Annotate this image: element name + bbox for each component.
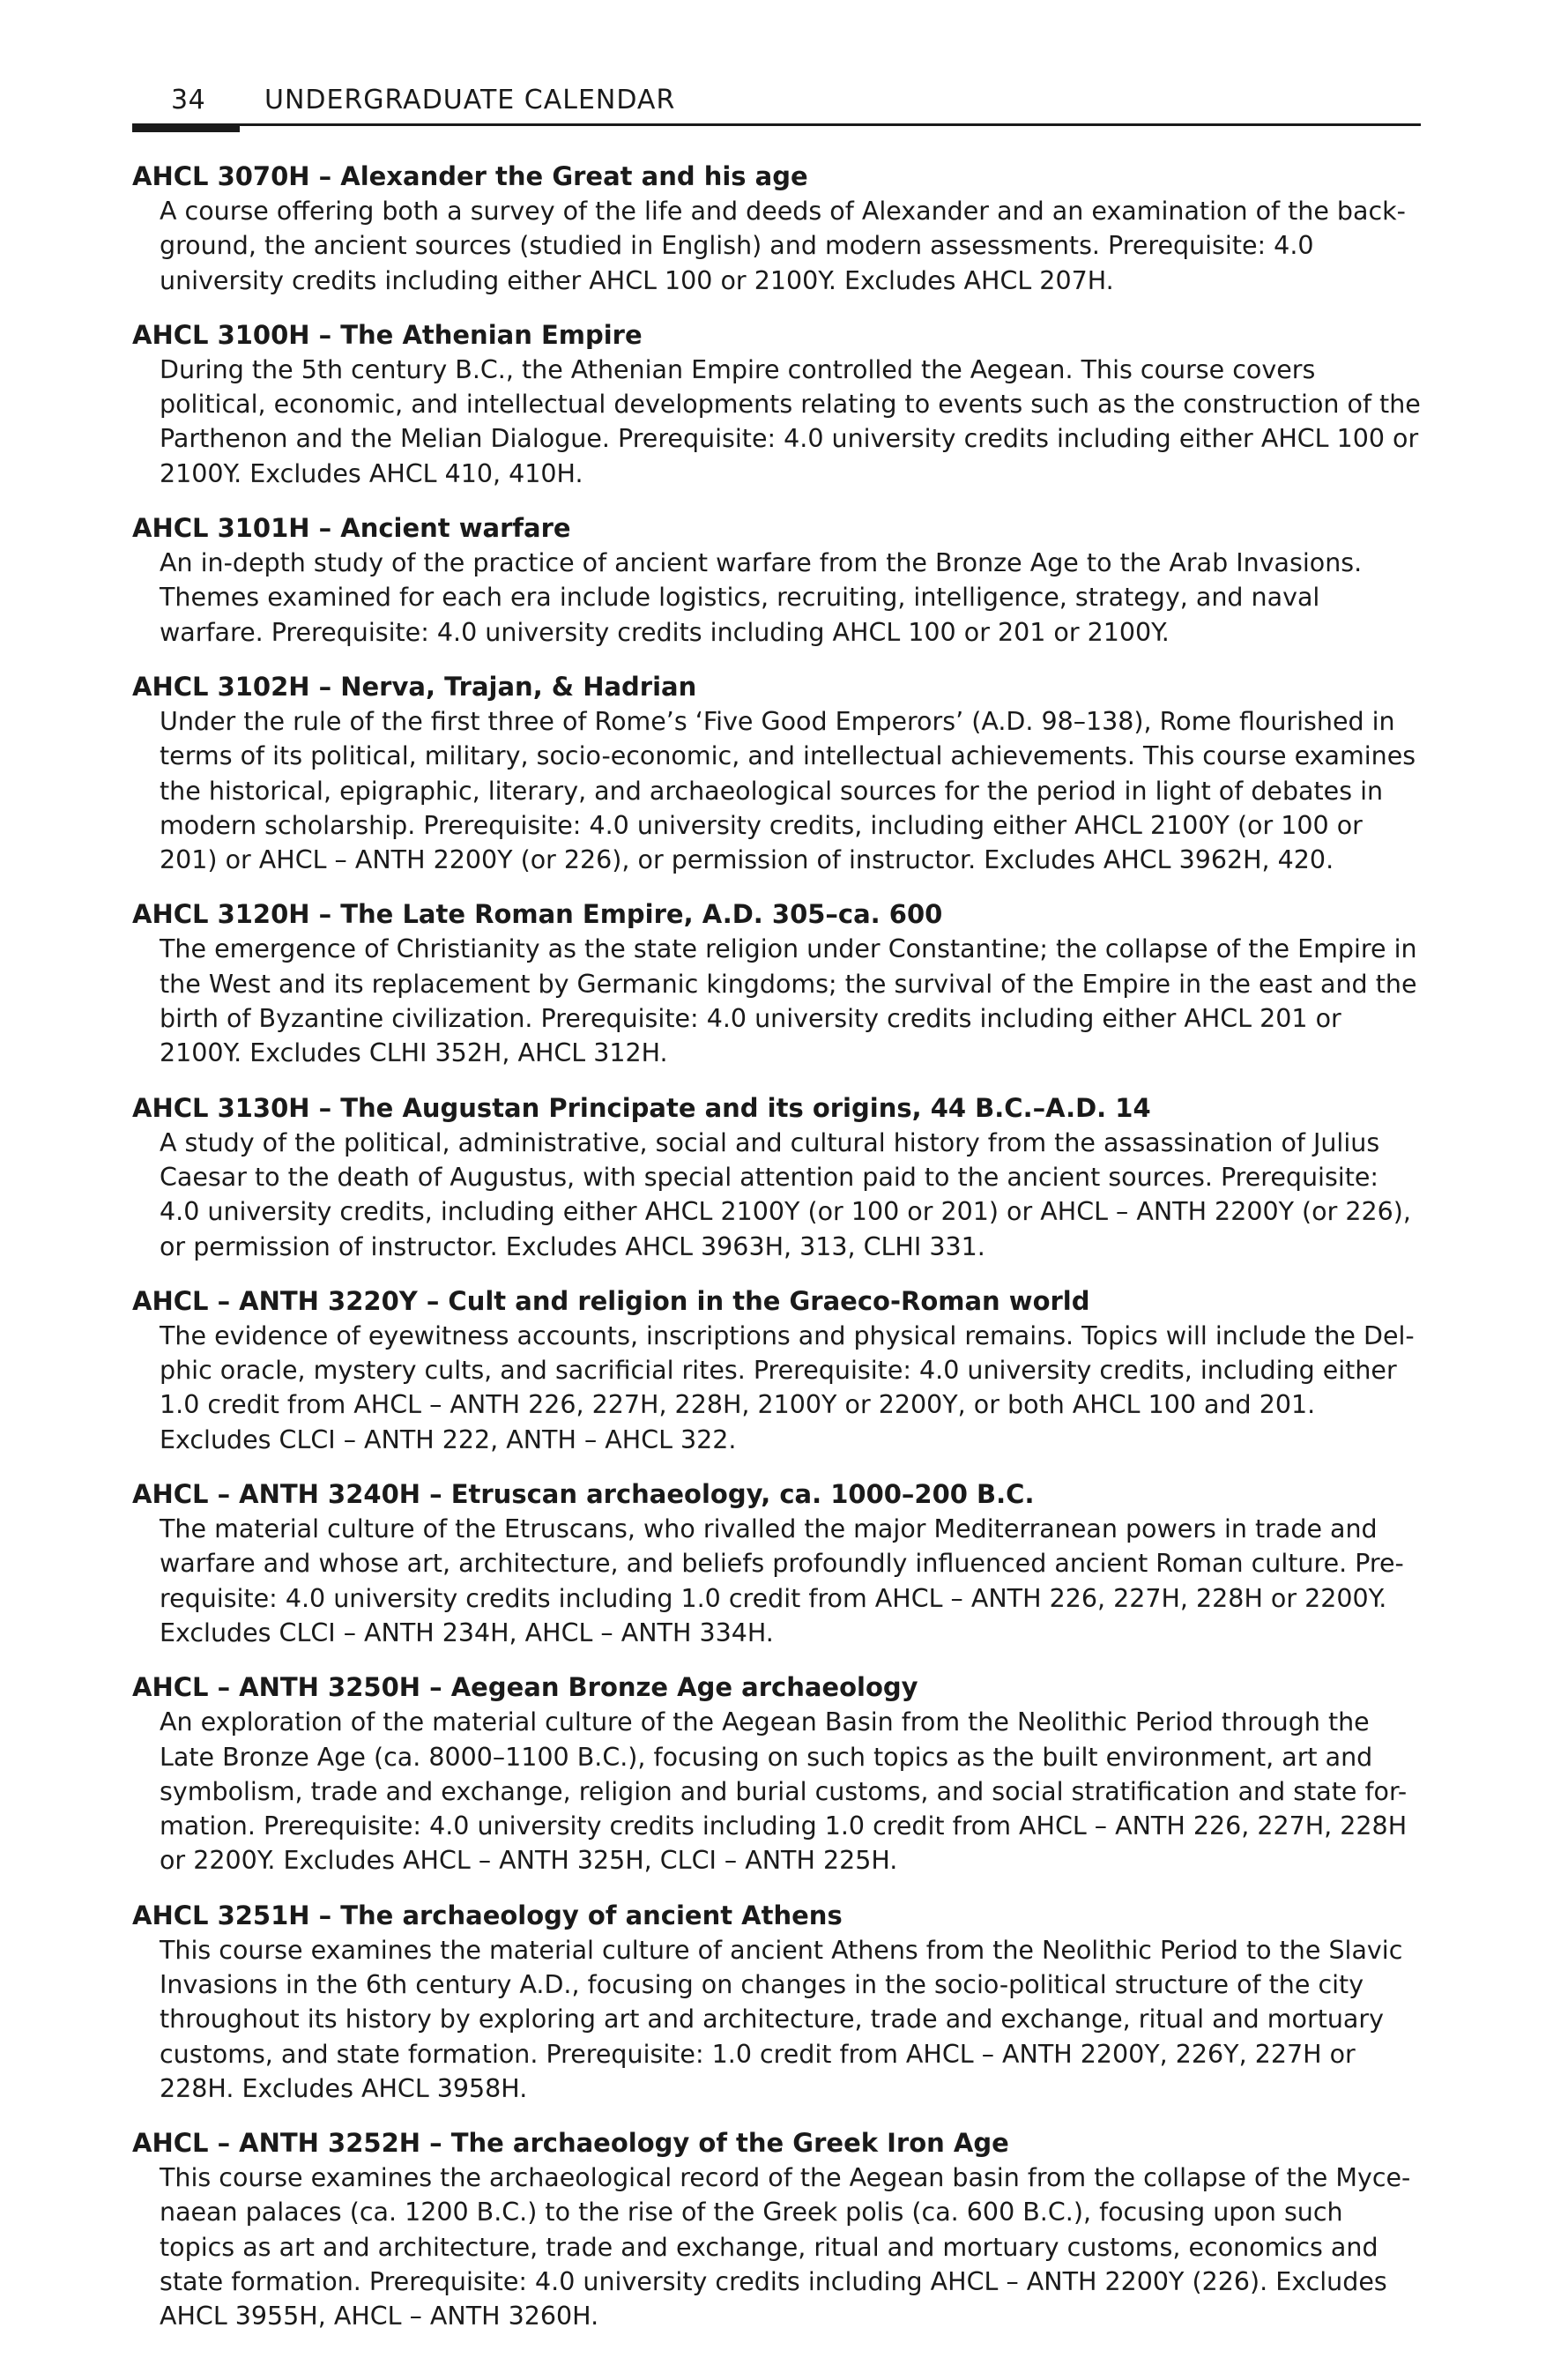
course-description: Under the rule of the first three of Rome’s ‘Five Good Emperors’ (A.D. 98–138), Rome flourished in terms of its political, military, socio-economic, and intellectual achievements. This course examines the historical, epigraphic, literary, and archaeological sources for the period in light of debates in modern scholarship. Prerequisite: 4.0 university credits, including either AHCL 2100Y (or 100 or 201) or AHCL – ANTH 2200Y (or 226), or permission of instructor. Excludes AHCL 3962H, 420. [160, 706, 1416, 875]
header-rule [132, 123, 1421, 126]
page-number: 34 [171, 85, 206, 115]
course-entry [132, 1898, 1421, 2106]
course-entry [132, 317, 1421, 491]
course-title: AHCL 3100H – The Athenian Empire [132, 319, 643, 350]
course-title: AHCL 3101H – Ancient warfare [132, 513, 571, 544]
course-description: The evidence of eyewitness accounts, inscriptions and physical remains. Topics will include the Del-phic oracle, mystery cults, and sacrificial rites. Prerequisite: 4.0 university credits, including either 1.0 credit from AHCL – ANTH 226, 227H, 228H, 2100Y or 2200Y, or both AHCL 100 and 201. Excludes CLCI – ANTH 222, ANTH – AHCL 322. [160, 1320, 1415, 1454]
course-description: A course offering both a survey of the life and deeds of Alexander and an examination of the back-ground, the ancient sources (studied in English) and modern assessments. Prerequisite: 4.0 university credits including either AHCL 100 or 2100Y. Excludes AHCL 207H. [160, 197, 1406, 295]
course-entry [132, 896, 1421, 1070]
course-entry [132, 159, 1421, 298]
course-title: AHCL 3120H – The Late Roman Empire, A.D. 305–ca. 600 [132, 899, 943, 930]
course-entry [132, 669, 1421, 877]
course-description: An exploration of the material culture of the Aegean Basin from the Neolithic Period through the Late Bronze Age (ca. 8000–1100 B.C.), focusing on such topics as the built environment, art and symbolism, trade and exchange, religion and burial customs, and social stratification and state for-mation. Prerequisite: 4.0 university credits including 1.0 credit from AHCL – ANTH 226, 227H, 228H or 2200Y. Excludes AHCL – ANTH 325H, CLCI – ANTH 225H. [160, 1707, 1408, 1876]
course-title: AHCL – ANTH 3252H – The archaeology of the Greek Iron Age [132, 2128, 1009, 2159]
course-entry [132, 1670, 1421, 1878]
course-description: The material culture of the Etruscans, who rivalled the major Mediterranean powers in trade and warfare and whose art, architecture, and beliefs profoundly influenced ancient Roman culture. Pre-requisite: 4.0 university credits including 1.0 credit from AHCL – ANTH 226, 227H, 228H or 2200Y. Excludes CLCI – ANTH 234H, AHCL – ANTH 334H. [160, 1514, 1404, 1647]
course-entry [132, 1283, 1421, 1457]
course-entry [132, 1476, 1421, 1650]
course-description: An in-depth study of the practice of ancient warfare from the Bronze Age to the Arab Invasions. Themes examined for each era include logistics, recruiting, intelligence, strategy, and naval warfare. Prerequisite: 4.0 university credits including AHCL 100 or 201 or 2100Y. [160, 548, 1363, 647]
running-header-title: UNDERGRADUATE CALENDAR [264, 85, 676, 115]
course-title: AHCL – ANTH 3220Y – Cult and religion in the Graeco-Roman world [132, 1285, 1090, 1316]
course-description: This course examines the material culture of ancient Athens from the Neolithic Period to the Slavic Invasions in the 6th century A.D., focusing on changes in the socio-political structure of the city throughout its history by exploring art and architecture, trade and exchange, ritual and mortuary customs, and state formation. Prerequisite: 1.0 credit from AHCL – ANTH 2200Y, 226Y, 227H or 228H. Excludes AHCL 3958H. [160, 1935, 1403, 2103]
course-title: AHCL 3102H – Nerva, Trajan, & Hadrian [132, 671, 697, 702]
course-description: The emergence of Christianity as the state religion under Constantine; the collapse of the Empire in the West and its replacement by Germanic kingdoms; the survival of the Empire in the east and the birth of Byzantine civilization. Prerequisite: 4.0 university credits including either AHCL 201 or 2100Y. Excludes CLHI 352H, AHCL 312H. [160, 934, 1417, 1068]
course-list [132, 159, 1421, 2354]
course-description: This course examines the archaeological record of the Aegean basin from the collapse of the Myce-naean palaces (ca. 1200 B.C.) to the rise of the Greek polis (ca. 600 B.C.), focusing upon such topics as art and architecture, trade and exchange, ritual and mortuary customs, economics and state formation. Prerequisite: 4.0 university credits including AHCL – ANTH 2200Y (226). Excludes AHCL 3955H, AHCL – ANTH 3260H. [160, 2163, 1411, 2332]
course-description: A study of the political, administrative, social and cultural history from the assassination of Julius Caesar to the death of Augustus, with special attention paid to the ancient sources. Prerequisite: 4.0 university credits, including either AHCL 2100Y (or 100 or 201) or AHCL – ANTH 2200Y (or 226), or permission of instructor. Excludes AHCL 3963H, 313, CLHI 331. [160, 1127, 1411, 1261]
course-title: AHCL 3070H – Alexander the Great and his age [132, 161, 808, 191]
course-entry [132, 2125, 1421, 2333]
course-title: AHCL – ANTH 3240H – Etruscan archaeology, ca. 1000–200 B.C. [132, 1479, 1035, 1510]
page-header [132, 78, 1421, 127]
course-title: AHCL 3251H – The archaeology of ancient Athens [132, 1900, 843, 1930]
course-entry [132, 1090, 1421, 1264]
course-description: During the 5th century B.C., the Athenian Empire controlled the Aegean. This course covers political, economic, and intellectual developments relating to events such as the construction of the Parthenon and the Melian Dialogue. Prerequisite: 4.0 university credits including either AHCL 100 or 2100Y. Excludes AHCL 410, 410H. [160, 354, 1421, 488]
course-title: AHCL – ANTH 3250H – Aegean Bronze Age archaeology [132, 1672, 918, 1703]
header-tab-marker [132, 123, 240, 132]
course-entry [132, 510, 1421, 650]
course-title: AHCL 3130H – The Augustan Principate and its origins, 44 B.C.–A.D. 14 [132, 1092, 1151, 1123]
